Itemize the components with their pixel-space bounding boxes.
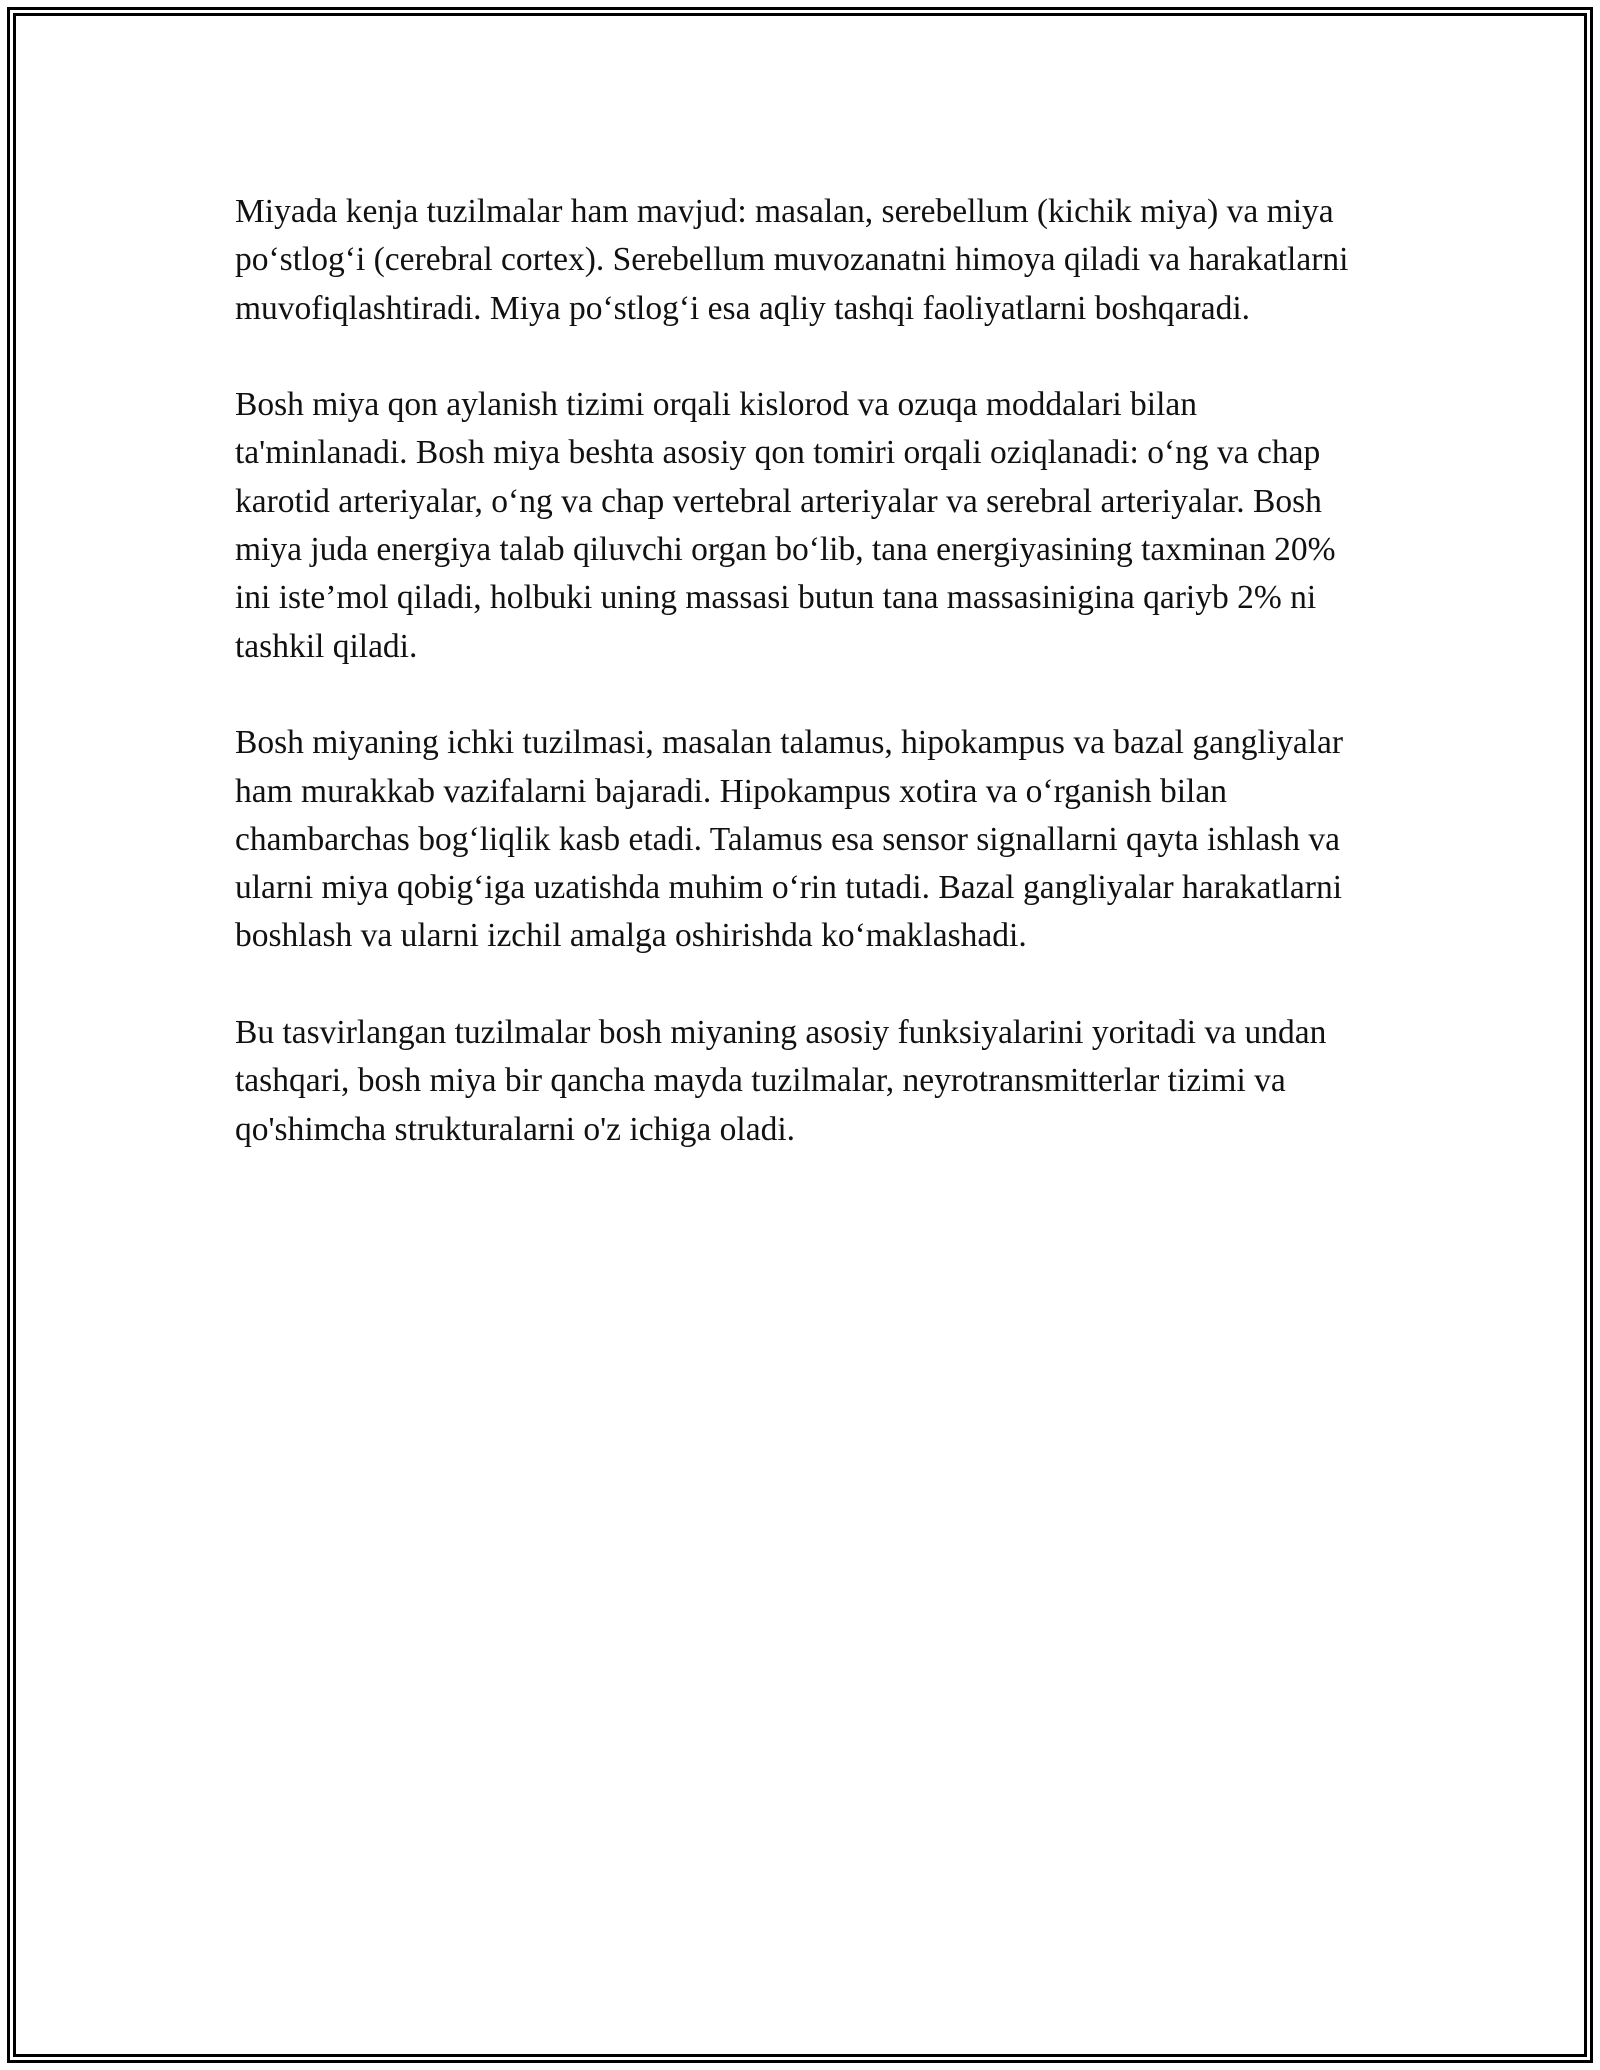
paragraph-4: Bu tasvirlangan tuzilmalar bosh miyaning asosiy funksiyalarini yoritadi va undan tashqari, bosh miya bir qancha mayda tuzilmalar, neyrotransmitterlar tizimi va qo'shimcha strukturalarni o'z ichiga oladi. xyxy=(235,1014,1327,1148)
paragraph-2: Bosh miya qon aylanish tizimi orqali kislorod va ozuqa moddalari bilan ta'minlanadi. Bosh miya beshta asosiy qon tomiri orqali oziqlanadi: o‘ng va chap karotid arteriyalar, o‘ng va chap vertebral arteriyalar va serebral arteriyalar. Bosh miya juda energiya talab qiluvchi organ bo‘lib, tana energiyasining taxminan 20% ini iste’mol qiladi, holbuki uning massasi butun tana massasinigina qariyb 2% ni tashkil qiladi. xyxy=(235,386,1336,665)
paragraph-3: Bosh miyaning ichki tuzilmasi, masalan talamus, hipokampus va bazal gangliyalar ham murakkab vazifalarni bajaradi. Hipokampus xotira va o‘rganish bilan chambarchas bog‘liqlik kasb etadi. Talamus esa sensor signallarni qayta ishlash va ularni miya qobig‘iga uzatishda muhim o‘rin tutadi. Bazal gangliyalar harakatlarni boshlash va ularni izchil amalga oshirishda ko‘maklashadi. xyxy=(235,724,1344,955)
document-body xyxy=(235,188,1375,1202)
paragraph-1: Miyada kenja tuzilmalar ham mavjud: masalan, serebellum (kichik miya) va miya po‘stlog‘i (cerebral cortex). Serebellum muvozanatni himoya qiladi va harakatlarni muvofiqlashtiradi. Miya po‘stlog‘i esa aqliy tashqi faoliyatlarni boshqaradi. xyxy=(235,193,1349,327)
